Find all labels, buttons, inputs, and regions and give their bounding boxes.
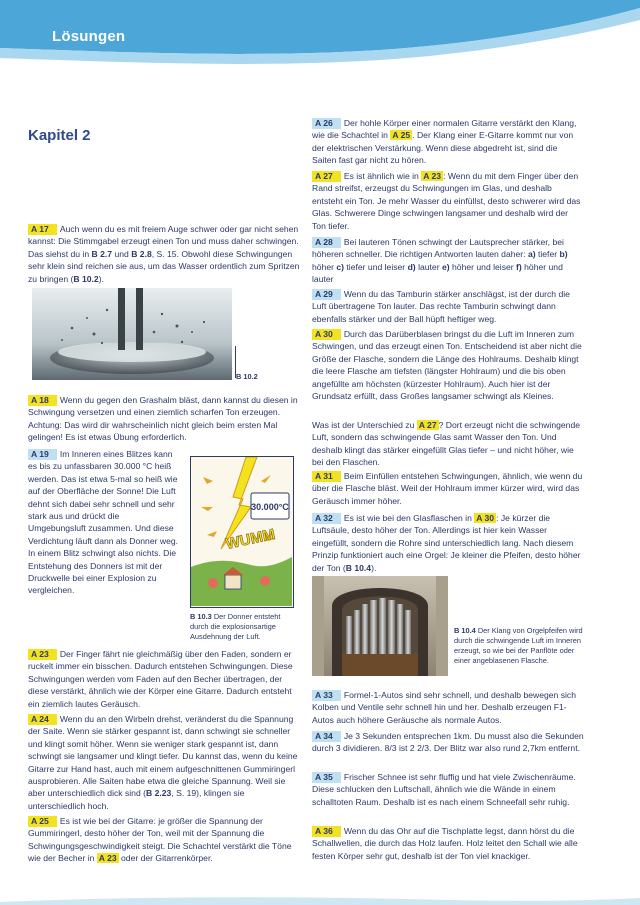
answer-a23: A 23 Der Finger fährt nie gleichmäßig über den Faden, sondern er ruckelt immer ein bisschen. Dadurch entstehen Schwingungen. Diese Schwingungen werden vom Faden auf den Becher übertragen, der diese verstärkt, ähnlich wie der Körper eine Gitarre. Dadurch entsteht ein ziemlich lautes Geräusch.	[28, 649, 293, 709]
figure-b10-4-photo	[312, 576, 448, 676]
page-title: Lösungen	[52, 28, 126, 45]
footer-wave	[0, 893, 640, 905]
figure-b10-3-illustration	[190, 456, 294, 608]
answer-tag: A 27	[312, 171, 341, 182]
page-header	[0, 0, 640, 78]
answer-a34: A 34 Je 3 Sekunden entsprechen 1km. Du musst also die Sekunden durch 3 dividieren. 8/3 ist 2 2/3. Der Blitz war also rund 2,7km entfernt.	[312, 731, 584, 754]
answer-tag: A 32	[312, 513, 341, 524]
answer-tag: A 35	[312, 772, 341, 783]
figure-b10-3-caption: B 10.3 Der Donner entsteht durch die explosionsartige Ausdehnung der Luft.	[190, 612, 281, 641]
answer-a26: A 26 Der hohle Körper einer normalen Gitarre verstärkt den Klang, wie die Schachtel in A 25 . Der Klang einer E-Gitarre kommt nur von der elektrischen Verstärkung. Wenn diese abgedreht ist, sind die Saiten fast gar nicht zu hören.	[312, 118, 577, 166]
answer-a18: A 18 Wenn du gegen den Grashalm bläst, dann kannst du diesen in Schwingung versetzen und einen ziemlich scharfen Ton erzeugen. Achtung: Das wird dir wahrscheinlich nicht gleich beim ersten Mal gelingen! Es ist etwas Übung erforderlich.	[28, 395, 298, 443]
answer-a33: A 33 Formel-1-Autos sind sehr schnell, und deshalb bewegen sich Kolben und Ventile sehr schnell hin und her. Deshalb erzeugen F1-Autos auch höhere Geräusche als normale Autos.	[312, 690, 577, 725]
answer-tag: A 25	[28, 816, 57, 827]
answer-tag: A 26	[312, 118, 341, 129]
answer-a28: A 28 Bei lauteren Tönen schwingt der Lautsprecher stärker, bei höheren schneller. Die richtigen Antworten lauten daher: a) tiefer b) höher c) tiefer und leiser d) lauter e) höher und leiser f) höher und lauter	[312, 237, 568, 285]
illustration-wumm-label: WUMM	[224, 525, 277, 553]
answer-a30: A 30 Durch das Darüberblasen bringst du die Luft im Inneren zum Schwingen, und das erzeugt einen Ton. Entscheidend ist aber nicht die Größe der Flasche, sondern die Länge des Hohlraums. Deshalb klingt die leere Flasche am tiefsten (längster Hohlraum) und die bis oben angefüllte am höchsten (kürzester Hohlraum). Auch hier ist der Grundsatz erfüllt, dass Großes langsamer schwingt als Kleines.	[312, 329, 582, 402]
answer-a31: A 31 Beim Einfüllen entstehen Schwingungen, ähnlich, wie wenn du über die Flasche bläst. Weil der Hohlraum immer kürzer wird, wird das Geräusch immer höher.	[312, 471, 583, 506]
answer-tag: A 29	[312, 289, 341, 300]
answer-tag: A 19	[28, 449, 57, 460]
answer-a17: A 17 Auch wenn du es mit freiem Auge schwer oder gar nicht sehen kannst: Die Stimmgabel erzeugt einen Ton und muss daher schwingen. Das siehst du in B 2.7 und B 2.8, S. 15. Obwohl diese Schwingungen sehr klein sind reichen sie aus, um das Wasser ordentlich zum Spritzen zu bringen (B 10.2).	[28, 224, 300, 284]
figure-b10-2-label: B 10.2	[236, 372, 258, 381]
chapter-title: Kapitel 2	[28, 127, 91, 144]
answer-a30-followup: Was ist der Unterschied zu A 27 ? Dort erzeugt nicht die schwingende Luft, sondern das schwingende Glas samt Wasser den Ton. Und deshalb klingt das stärker eingefüllt Glas tiefer – und nicht höher, wie bei den Flaschen.	[312, 420, 581, 468]
answer-tag: A 36	[312, 826, 341, 837]
answer-a32: A 32 Es ist wie bei den Glasflaschen in A 30 : Je kürzer die Luftsäule, desto höher der Ton. Allerdings ist hier kein Wasser eingefüllt, sondern die Rohre sind unterschiedlich lang. Nach diesem Prinzip funktioniert auch eine Orgel: Je kleiner die Pfeifen, desto höher der Ton (B 10.4).	[312, 513, 581, 573]
answer-tag: A 33	[312, 690, 341, 701]
answer-a36: A 36 Wenn du das Ohr auf die Tischplatte legst, dann hörst du die Schallwellen, die durch das Holz laufen. Holz leitet den Schall wie alle festen Körper sehr gut, deshalb ist der Ton viel knackiger.	[312, 826, 578, 861]
answer-a27: A 27 Es ist ähnlich wie in A 23 : Wenn du mit dem Finger über den Rand streifst, erzeugst du Schwingungen im Glas, und deshalb entsteht ein Ton. Je mehr Wasser du einfüllst, desto schwerer wird das Glas. Schwerere Dinge schwingen langsamer und deshalb wird der Ton tiefer.	[312, 171, 581, 231]
answer-a19: A 19 Im Inneren eines Blitzes kann es bis zu unfassbaren 30.000 °C heiß werden. Das ist etwa 5-mal so heiß wie auf der Oberfläche der Sonne! Die Luft dehnt sich dabei sehr schnell und sehr stark aus und drückt die Umgebungsluft zusammen. Und diese Verdichtung läuft dann als Donner weg. In einem Blitz schwingt also nichts. Die Entstehung des Donners ist mit der Druckwelle bei einer Explosion zu vergleichen.	[28, 449, 179, 596]
answer-tag: A 17	[28, 224, 57, 235]
figure-b10-2-photo	[32, 288, 232, 380]
answer-a35: A 35 Frischer Schnee ist sehr fluffig und hat viele Zwischenräume. Diese schlucken den Luftschall, ähnlich wie die Wände in einem schalltoten Raum. Deshalb ist es nach einem Schneefall sehr ruhig.	[312, 772, 576, 807]
answer-tag: A 28	[312, 237, 341, 248]
answer-a24: A 24 Wenn du an den Wirbeln drehst, veränderst du die Spannung der Saite. Wenn sie stärker gespannt ist, dann schwingt sie schneller und klingt somit höher. Wenn sie weniger stark gespannt ist, dann schwingt sie langsamer und klingt tiefer. Du kannst das, wenn du keine Gitarre zur Hand hast, auch mit einem aufgeschnittenen Gummiringerl ausprobieren. Alle Saiten habe etwa die gleiche Spannung. Weil sie aber unterschiedlich dick sind (B 2.23, S. 19), klingen sie unterschiedlich hoch.	[28, 714, 298, 811]
answer-tag: A 31	[312, 471, 341, 482]
figure-b10-4-caption: B 10.4 Der Klang von Orgelpfeifen wird durch die schwingende Luft im Inneren erzeugt, so wie bei der Panflöte oder einer angeblasenen Flasche.	[454, 626, 583, 665]
illustration-temp-label: 30.000°C	[251, 502, 289, 512]
answer-tag: A 18	[28, 395, 57, 406]
answer-tag: A 23	[28, 649, 57, 660]
answer-tag: A 34	[312, 731, 341, 742]
answer-tag: A 24	[28, 714, 57, 725]
answer-a25: A 25 Es ist wie bei der Gitarre: je größer die Spannung der Gummiringerl, desto höher der Ton, weil mit der Spannung die Schwingungsgeschwindigkeit steigt. Die Schachtel verstärkt die Töne wie der Becher in A 23 oder der Gitarrenkörper.	[28, 816, 292, 864]
answer-tag: A 30	[312, 329, 341, 340]
answer-a29: A 29 Wenn du das Tamburin stärker anschlägst, ist der durch die Luft übertragene Ton lauter. Das rechte Tamburin schwingt dann ebenfalls stärker und der Ball hüpft heftiger weg.	[312, 289, 570, 324]
